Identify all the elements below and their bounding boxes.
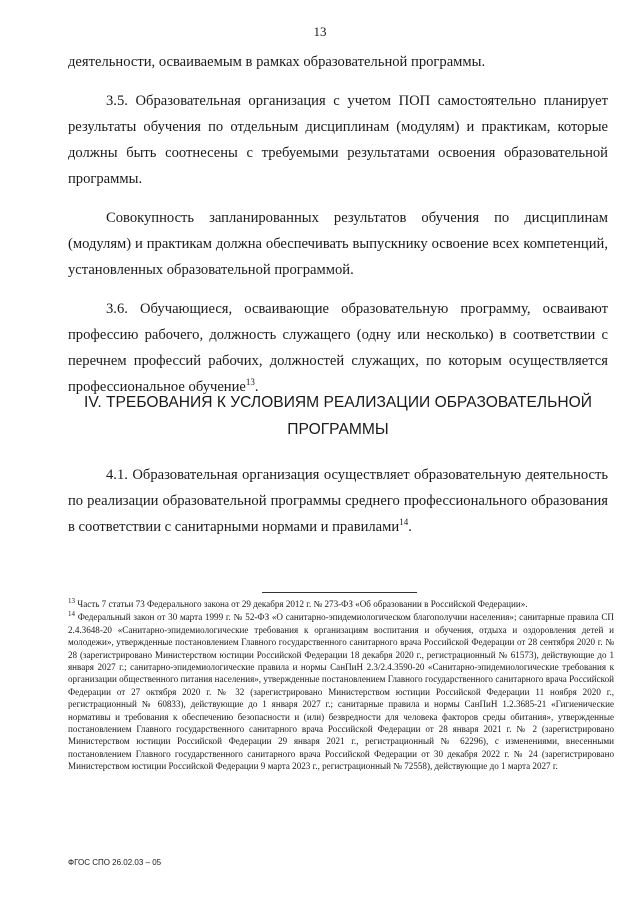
footnote-14 — [68, 611, 614, 772]
footnote-number: 13 — [68, 596, 75, 605]
document-code: ФГОС СПО 26.02.03 – 05 — [68, 858, 162, 867]
footnote-number: 14 — [68, 610, 75, 619]
paragraph-4-1 — [68, 462, 608, 540]
body-text-upper — [68, 49, 608, 413]
paragraph-continuation: деятельности, осваиваемым в рамках образовательной программы. — [68, 54, 486, 70]
paragraph-3-6 — [68, 296, 608, 400]
footnote-13 — [68, 598, 614, 610]
body-text-lower — [68, 462, 608, 553]
paragraph-4-1-end: . — [408, 519, 412, 535]
footnotes — [68, 598, 614, 774]
paragraph-4-1-text: 4.1. Образовательная организация осуществляет образовательную деятельность по реализации образовательной программы среднего профессионального образования в соответствии с санитарными нормами и правилами — [68, 467, 608, 535]
paragraph-results: Совокупность запланированных результатов обучения по дисциплинам (модулям) и практикам должна обеспечивать выпускнику освоение всех компетенций, установленных образовательной программой. — [68, 210, 608, 278]
footnote-text: Федеральный закон от 30 марта 1999 г. № 52-ФЗ «О санитарно-эпидемиологическом благополучии населения»; санитарные правила СП 2.4.3648-20 «Санитарно-эпидемиологические требования к организациям воспитания и обучения, отдыха и оздоровления детей и молодежи», утвержденные постановлением Главного государственного санитарного врача Российской Федерации от 28 сентября 2020 г. № 28 (зарегистрировано Министерством юстиции Российской Федерации 18 декабря 2020 г., регистрационный № 61573), действующие до 1 января 2027 г.; санитарно-эпидемиологические правила и нормы СанПиН 2.3/2.4.3590-20 «Санитарно-эпидемиологические требования к организации общественного питания населения», утвержденные постановлением Главного государственного санитарного врача Российской Федерации от 27 октября 2020 г. № 32 (зарегистрировано Министерством юстиции Российской Федерации 11 ноября 2020 г., регистрационный № 60833), действующие до 1 января 2027 г.; санитарные правила и нормы СанПиН 1.2.3685-21 «Гигиенические нормативы и требования к обеспечению безопасности и (или) безвредности для человека факторов среды обитания», утвержденные постановлением Главного государственного санитарного врача Российской Федерации от 28 января 2021 г. № 2 (зарегистрировано Министерством юстиции Российской Федерации 29 января 2021 г., регистрационный № 62296), с изменениями, внесенными постановлением Главного государственного санитарного врача Российской Федерации от 30 декабря 2022 г. № 24 (зарегистрировано Министерством юстиции Российской Федерации 9 марта 2023 г., регистрационный № 72558), действующие до 1 марта 2027 г. — [68, 612, 614, 772]
footnote-ref-14[interactable]: 14 — [399, 517, 409, 528]
page-number: 13 — [313, 24, 327, 39]
section-heading-line2: ПРОГРАММЫ — [287, 421, 389, 438]
section-heading — [68, 389, 608, 443]
paragraph-3-6-text: 3.6. Обучающиеся, осваивающие образовательную программу, осваивают профессию рабочего, должность служащего (одну или несколько) в соответствии с перечнем профессий рабочих, должностей служащих, по которым осуществляется профессиональное обучение — [68, 301, 608, 395]
footnote-divider — [262, 592, 417, 593]
footnote-text: Часть 7 статьи 73 Федерального закона от 29 декабря 2012 г. № 273-ФЗ «Об образовании в Российской Федерации». — [77, 599, 528, 609]
footnote-ref-13[interactable]: 13 — [245, 377, 255, 388]
paragraph-3-5: 3.5. Образовательная организация с учетом ПОП самостоятельно планирует результаты обучения по отдельным дисциплинам (модулям) и практикам, которые должны быть соотнесены с требуемыми результатами освоения образовательной программы. — [68, 93, 608, 187]
section-heading-line1: IV. ТРЕБОВАНИЯ К УСЛОВИЯМ РЕАЛИЗАЦИИ ОБРАЗОВАТЕЛЬНОЙ — [84, 394, 592, 411]
paragraph-3-6-end: . — [254, 379, 259, 395]
